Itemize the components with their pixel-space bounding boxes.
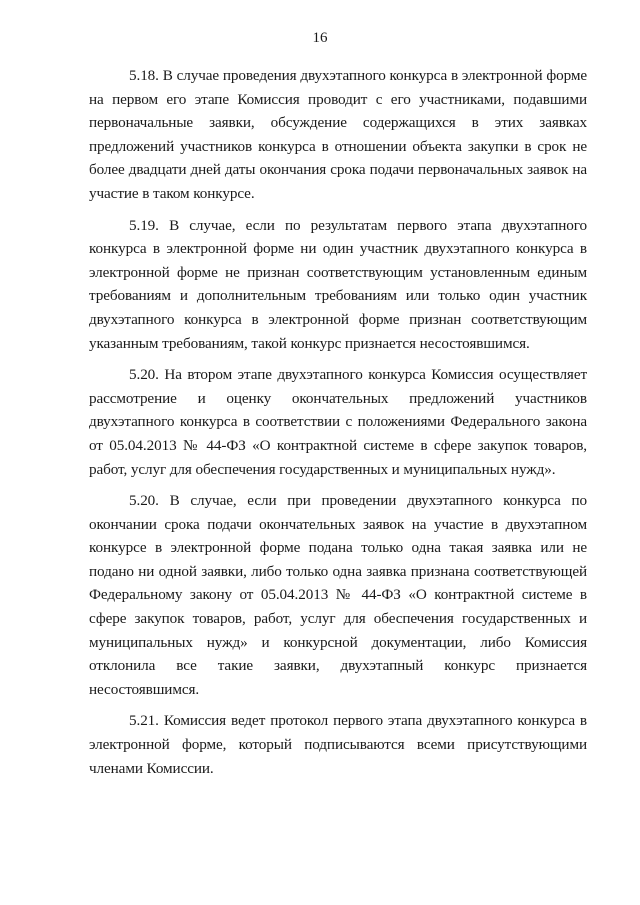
paragraph-5-19: 5.19. В случае, если по результатам первого этапа двухэтапного конкурса в электронной форме ни один участник двухэтапного конкурса в электронной форме не признан соответствующим установленным единым требованиям и дополнительным требованиям или только один участник двухэтапного конкурса в электронной форме признан соответствующим указанным требованиям, такой конкурс признается несостоявшимся.: [89, 216, 587, 352]
paragraph-5-20-second-stage: 5.20. На втором этапе двухэтапного конкурса Комиссия осуществляет рассмотрение и оценку окончательных предложений участников двухэтапного конкурса в соответствии с положениями Федерального закона от 05.04.2013 № 44-ФЗ «О контрактной системе в сфере закупок товаров, работ, услуг для обеспечения государственных и муниципальных нужд».: [89, 366, 587, 478]
paragraph-5-18: 5.18. В случае проведения двухэтапного конкурса в электронной форме на первом его этапе Комиссия проводит с его участниками, подавшими первоначальные заявки, обсуждение содержащихся в этих заявках предложений участников конкурса в отношении объекта закупки в срок не более двадцати дней даты окончания срока подачи первоначальных заявок на участие в таком конкурсе.: [89, 67, 587, 202]
document-body: [89, 64, 587, 788]
paragraph-5-21: 5.21. Комиссия ведет протокол первого этапа двухэтапного конкурса в электронной форме, который подписываются всеми присутствующими членами Комиссии.: [89, 712, 587, 777]
page-number: 16: [312, 30, 328, 46]
paragraph-5-20-failed-contest: 5.20. В случае, если при проведении двухэтапного конкурса по окончании срока подачи окончательных заявок на участие в двухэтапном конкурсе в электронной форме подана только одна такая заявка или не подано ни одной заявки, либо только одна заявка признана соответствующей Федеральному закону от 05.04.2013 № 44-ФЗ «О контрактной системе в сфере закупок товаров, работ, услуг для обеспечения государственных и муниципальных нужд» и конкурсной документации, либо Комиссия отклонила все такие заявки, двухэтапный конкурс признается несостоявшимся.: [89, 492, 587, 698]
